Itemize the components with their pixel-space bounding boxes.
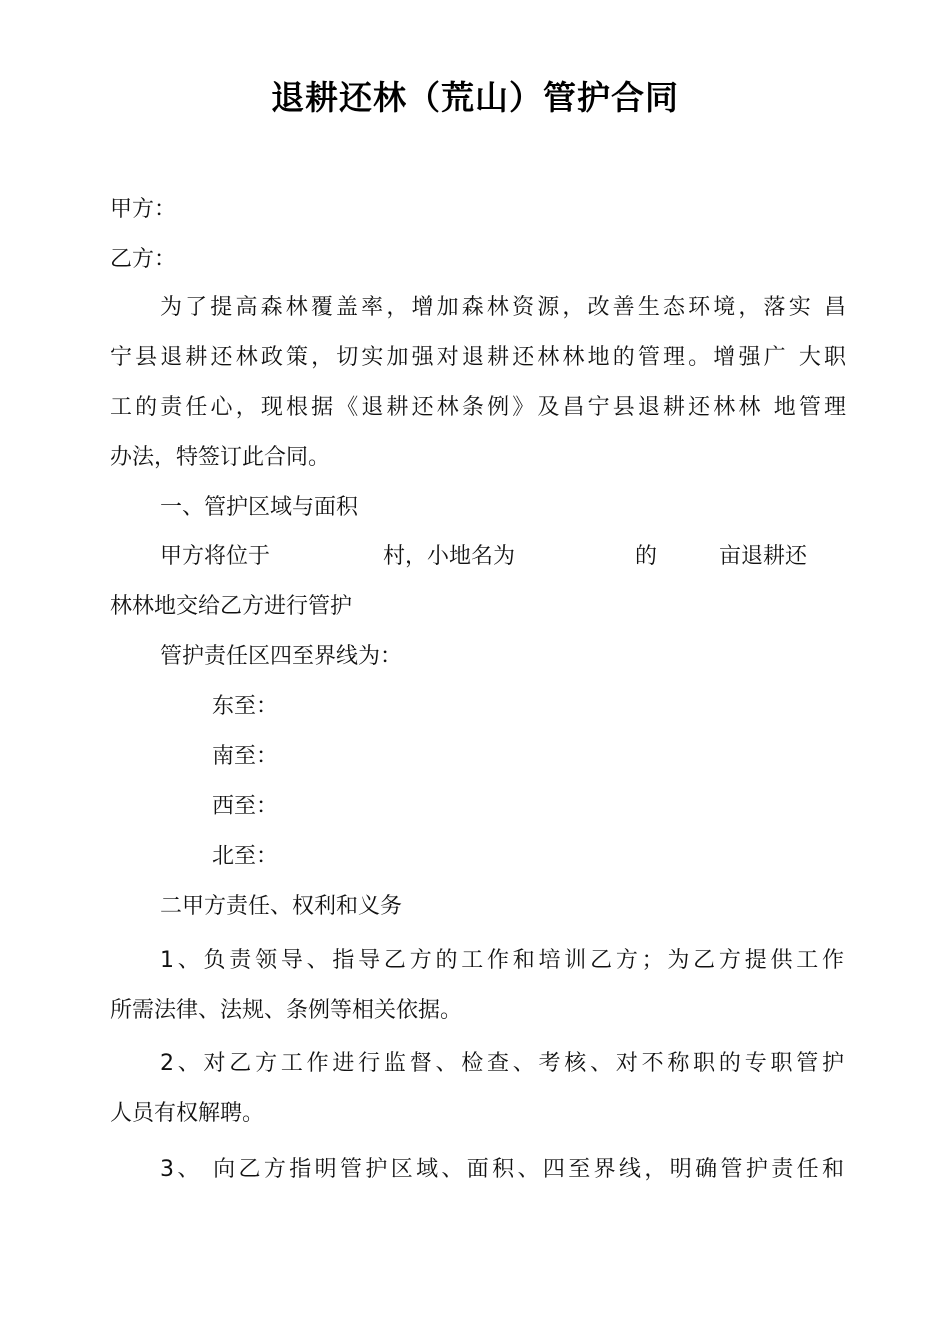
document-title: 退耕还林（荒山）管护合同 <box>271 78 679 117</box>
boundary-intro: 管护责任区四至界线为： <box>160 644 403 669</box>
preamble-line-1: 为了提高森林覆盖率，增加森林资源，改善生态环境，落实 昌 <box>160 295 846 320</box>
section-1-heading: 一、管护区域与面积 <box>160 495 359 520</box>
preamble-line-3: 工的责任心，现根据《退耕还林条例》及昌宁县退耕还林林 地管理 <box>110 395 846 420</box>
item-3-line-1: 3、 向乙方指明管护区域、面积、四至界线，明确管护责任和 <box>160 1157 846 1182</box>
section-2-heading: 二甲方责任、权利和义务 <box>160 894 403 919</box>
fill-segment-of: 的 <box>635 544 658 569</box>
item-2-line-2: 人员有权解聘。 <box>110 1101 265 1126</box>
boundary-west: 西至： <box>212 794 279 819</box>
preamble-line-4: 办法，特签订此合同。 <box>110 445 331 470</box>
fill-segment-village: 村，小地名为 <box>383 544 516 569</box>
area-fill-line-2: 林林地交给乙方进行管护 <box>110 594 353 619</box>
item-1-line-1: 1、负责领导、指导乙方的工作和培训乙方；为乙方提供工作 <box>160 948 846 973</box>
fill-segment-location: 甲方将位于 <box>160 544 271 569</box>
boundary-east: 东至： <box>212 694 279 719</box>
area-fill-line <box>0 542 950 572</box>
fill-segment-mu: 亩退耕还 <box>719 544 808 569</box>
boundary-north: 北至： <box>212 844 279 869</box>
item-2-line-1: 2、对乙方工作进行监督、检查、考核、对不称职的专职管护 <box>160 1051 846 1076</box>
preamble-line-2: 宁县退耕还林政策，切实加强对退耕还林林地的管理。增强广 大职 <box>110 345 846 370</box>
boundary-south: 南至： <box>212 744 279 769</box>
item-1-line-2: 所需法律、法规、条例等相关依据。 <box>110 998 463 1023</box>
party-a-label: 甲方： <box>110 197 177 222</box>
party-b-label: 乙方： <box>110 247 177 272</box>
